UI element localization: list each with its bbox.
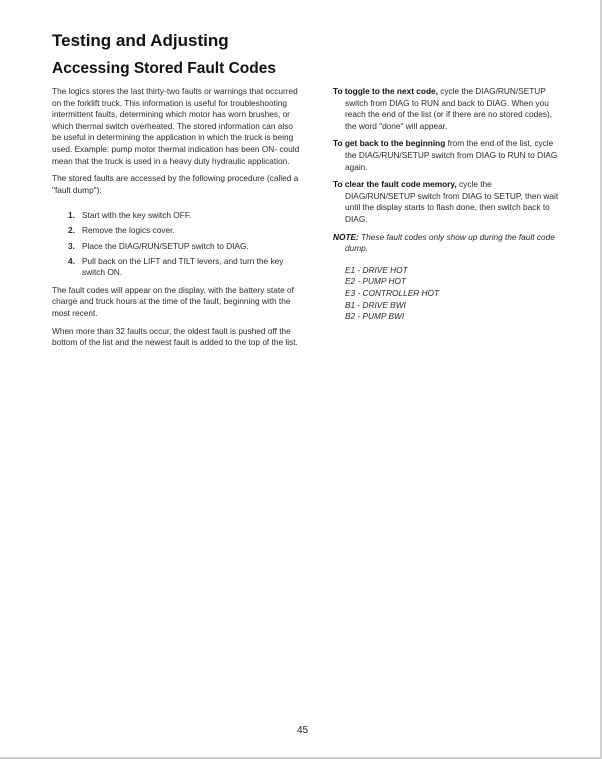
note [333, 232, 563, 255]
fault-code: E3 - CONTROLLER HOT [345, 287, 440, 298]
procedure-step [52, 256, 302, 279]
step-number: 4. [68, 255, 75, 266]
left-column [52, 86, 302, 355]
page-number: 45 [297, 725, 309, 736]
toggle-instruction [333, 86, 563, 132]
note-lead: NOTE: [333, 231, 359, 242]
clear-text: cycle the DIAG/RUN/SETUP switch from DIAG to SETUP, then wait until the display starts to flash done, then switch back to DIAG. [345, 179, 559, 224]
beginning-text: from the end of the list, cycle the DIAG/RUN/SETUP switch from DIAG to RUN to DIAG again. [345, 138, 558, 172]
right-column [333, 86, 563, 323]
procedure-steps [52, 210, 302, 278]
procedure-intro-paragraph: The stored faults are accessed by the following procedure (called a "fault dump"): [52, 173, 299, 195]
procedure-step [52, 210, 302, 222]
beginning-lead: To get back to the beginning [333, 138, 446, 149]
step-number: 2. [68, 225, 75, 236]
toggle-lead: To toggle to the next code, [333, 86, 438, 96]
step-number: 1. [68, 210, 75, 221]
step-text: Place the DIAG/RUN/SETUP switch to DIAG. [82, 240, 249, 251]
overflow-paragraph: When more than 32 faults occur, the oldest fault is pushed off the bottom of the list and the newest fault is added to the top of the list. [52, 325, 298, 348]
section-title: Testing and Adjusting [52, 31, 229, 50]
fault-code-list [345, 265, 563, 323]
clear-lead: To clear the fault code memory, [333, 179, 457, 190]
fault-code: E2 - PUMP HOT [345, 276, 407, 287]
fault-code: B2 - PUMP BWI [345, 311, 405, 322]
beginning-instruction [333, 138, 563, 173]
step-text: Pull back on the LIFT and TILT levers, and turn the key switch ON. [82, 255, 284, 278]
display-paragraph: The fault codes will appear on the display, with the battery state of charge and truck hours at the time of the fault, beginning with the most recent. [52, 284, 294, 318]
procedure-step [52, 225, 302, 237]
fault-code: B1 - DRIVE BWI [345, 299, 406, 310]
procedure-step [52, 241, 302, 253]
sub-title: Accessing Stored Fault Codes [52, 60, 276, 77]
step-text: Remove the logics cover. [82, 225, 175, 236]
clear-instruction [333, 179, 563, 225]
intro-paragraph: The logics stores the last thirty-two faults or warnings that occurred on the forklift truck. This information is useful for troubleshooting intermittent faults, determining which motor has worn brushes, or which thermal switch overheated. The stored information can also be useful in determining the application in which the truck is being used. Example: pump motor thermal indication has been ON- could mean that the truck is used in a heavy duty hydraulic application. [52, 86, 300, 166]
step-text: Start with the key switch OFF. [82, 210, 192, 221]
note-text: These fault codes only show up during the fault code dump. [345, 231, 555, 254]
step-number: 3. [68, 240, 75, 251]
fault-code: E1 - DRIVE HOT [345, 264, 408, 275]
toggle-text: cycle the DIAG/RUN/SETUP switch from DIAG to RUN and back to DIAG. When you reach the end of the list (or if there are no stored codes), the word "done" will appear. [345, 86, 553, 131]
